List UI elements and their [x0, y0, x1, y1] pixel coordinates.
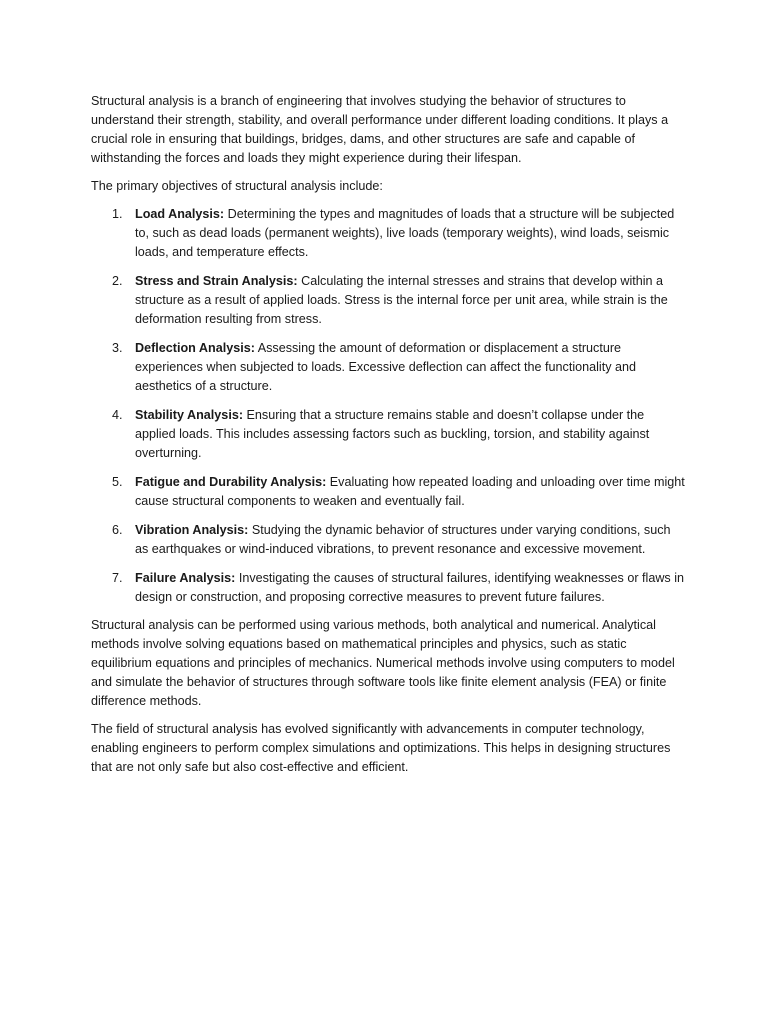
list-number: 4. [112, 408, 123, 422]
objectives-heading: The primary objectives of structural analysis include: [91, 179, 383, 193]
list-item-text: Evaluating how repeated loading and unloading over time might cause structural components to weaken and eventually fail. [135, 475, 685, 508]
objectives-list [91, 205, 687, 607]
list-number: 2. [112, 274, 123, 288]
intro-paragraph: Structural analysis is a branch of engineering that involves studying the behavior of structures to understand their strength, stability, and overall performance under different loading conditions. It plays a crucial role in ensuring that buildings, bridges, dams, and other structures are safe and capable of withstanding the forces and loads they might experience during their lifespan. [91, 94, 669, 165]
list-item-fatigue-durability-analysis [91, 473, 687, 511]
list-item-load-analysis [91, 205, 687, 262]
list-item-text: Studying the dynamic behavior of structures under varying conditions, such as earthquakes or wind-induced vibrations, to prevent resonance and excessive movement. [135, 523, 671, 556]
list-item-title: Vibration Analysis: [135, 523, 249, 537]
list-item-title: Load Analysis: [135, 207, 225, 221]
list-item-text: Investigating the causes of structural failures, identifying weaknesses or flaws in design or construction, and proposing corrective measures to prevent future failures. [135, 571, 685, 604]
list-number: 3. [112, 341, 123, 355]
list-item-vibration-analysis [91, 521, 687, 559]
list-number: 6. [112, 523, 123, 537]
list-number: 5. [112, 475, 123, 489]
list-item-stress-strain-analysis [91, 272, 687, 329]
list-item-text: Ensuring that a structure remains stable and doesn’t collapse under the applied loads. This includes assessing factors such as buckling, torsion, and stability against overturning. [135, 408, 650, 460]
list-number: 1. [112, 207, 123, 221]
list-item-text: Assessing the amount of deformation or displacement a structure experiences when subjected to loads. Excessive deflection can affect the functionality and aesthetics of a structure. [135, 341, 637, 393]
list-item-title: Fatigue and Durability Analysis: [135, 475, 327, 489]
list-item-failure-analysis [91, 569, 687, 607]
list-item-deflection-analysis [91, 339, 687, 396]
methods-paragraph: Structural analysis can be performed using various methods, both analytical and numerical. Analytical methods involve solving equations based on mathematical principles and physics, such as static equilibrium equations and principles of mechanics. Numerical methods involve using computers to model and simulate the behavior of structures through software tools like finite element analysis (FEA) or finite difference methods. [91, 618, 675, 708]
list-item-text: Determining the types and magnitudes of loads that a structure will be subjected to, such as dead loads (permanent weights), live loads (temporary weights), wind loads, seismic loads, and temperature effects. [135, 207, 675, 259]
list-item-title: Stress and Strain Analysis: [135, 274, 298, 288]
closing-paragraph: The field of structural analysis has evolved significantly with advancements in computer technology, enabling engineers to perform complex simulations and optimizations. This helps in designing structures that are not only safe but also cost-effective and efficient. [91, 722, 671, 774]
list-item-title: Stability Analysis: [135, 408, 244, 422]
list-number: 7. [112, 571, 123, 585]
list-item-title: Deflection Analysis: [135, 341, 255, 355]
list-item-text: Calculating the internal stresses and strains that develop within a structure as a result of applied loads. Stress is the internal force per unit area, while strain is the deformation resulting from stress. [135, 274, 668, 326]
list-item-title: Failure Analysis: [135, 571, 236, 585]
document-page [91, 92, 687, 786]
list-item-stability-analysis [91, 406, 687, 463]
